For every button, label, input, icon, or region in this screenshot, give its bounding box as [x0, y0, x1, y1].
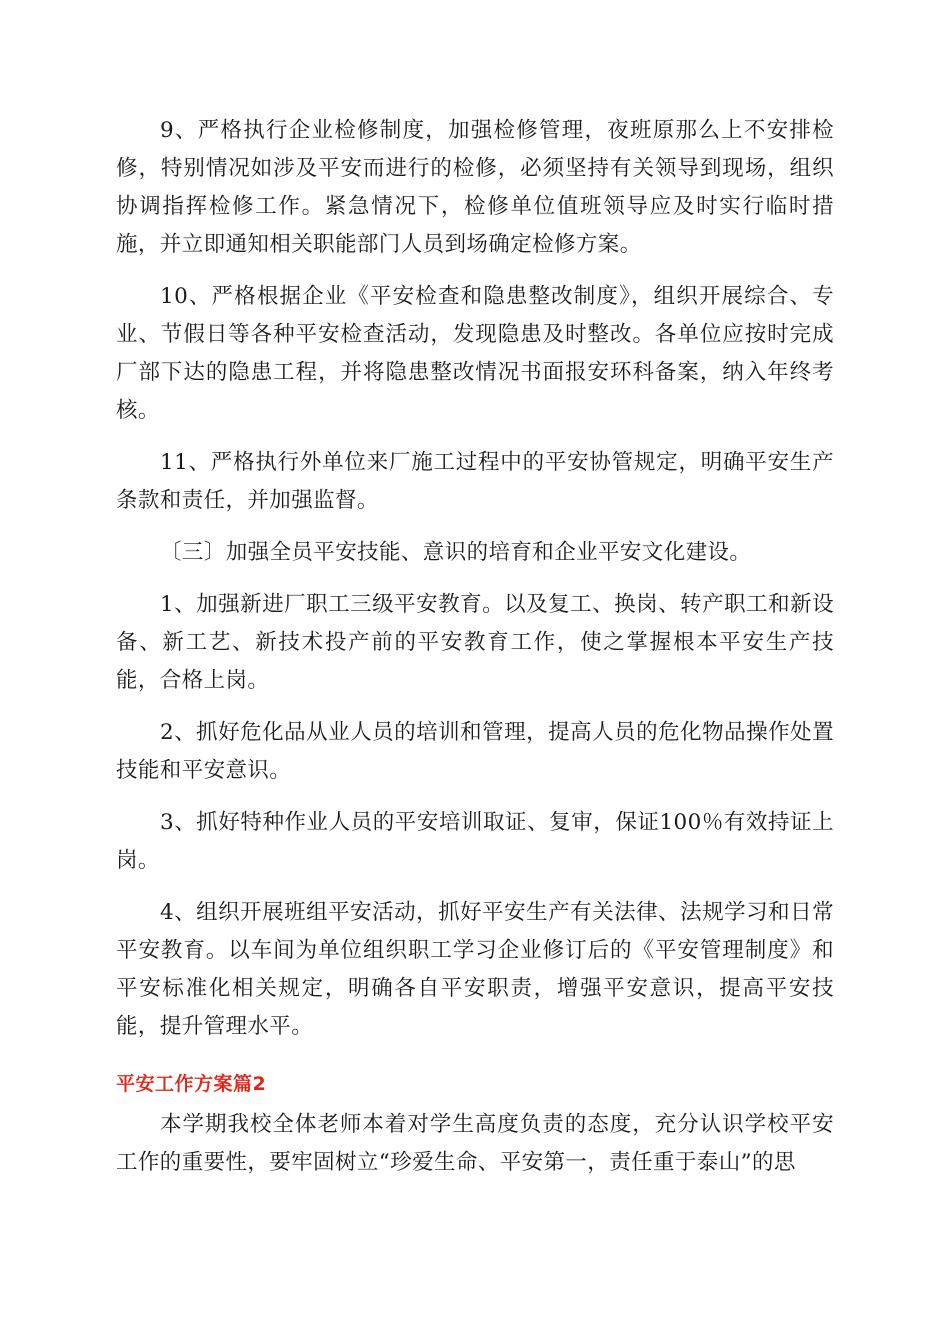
- paragraph-item-2: 2、抓好危化品从业人员的培训和管理，提高人员的危化物品操作处置技能和平安意识。: [116, 720, 834, 783]
- document-page: [116, 112, 834, 1196]
- paragraph-intro: 本学期我校全体老师本着对学生高度负责的态度，充分认识学校平安工作的重要性，要牢固树立“珍爱生命、平安第一，责任重于泰山”的思: [116, 1112, 834, 1175]
- paragraph-item-10: 10、严格根据企业《平安检查和隐患整改制度》，组织开展综合、专业、节假日等各种平安检查活动，发现隐患及时整改。各单位应按时完成厂部下达的隐患工程，并将隐患整改情况书面报安环科备案，纳入年终考核。: [116, 284, 834, 423]
- section-heading: 平安工作方案篇2: [116, 1073, 267, 1095]
- paragraph-item-11: 11、严格执行外单位来厂施工过程中的平安协管规定，明确平安生产条款和责任，并加强监督。: [116, 450, 834, 513]
- paragraph-item-9: 9、严格执行企业检修制度，加强检修管理，夜班原那么上不安排检修，特别情况如涉及平安而进行的检修，必须坚持有关领导到现场，组织协调指挥检修工作。紧急情况下，检修单位值班领导应及时实行临时措施，并立即通知相关职能部门人员到场确定检修方案。: [116, 118, 834, 257]
- paragraph-item-1: 1、加强新进厂职工三级平安教育。以及复工、换岗、转产职工和新设备、新工艺、新技术投产前的平安教育工作，使之掌握根本平安生产技能，合格上岗。: [116, 592, 834, 693]
- paragraph-subsection-3: 〔三〕加强全员平安技能、意识的培育和企业平安文化建设。: [160, 540, 752, 565]
- paragraph-item-3: 3、抓好特种作业人员的平安培训取证、复审，保证100％有效持证上岗。: [116, 810, 834, 873]
- paragraph-item-4: 4、组织开展班组平安活动，抓好平安生产有关法律、法规学习和日常平安教育。以车间为单位组织职工学习企业修订后的《平安管理制度》和平安标准化相关规定，明确各自平安职责，增强平安意识，提高平安技能，提升管理水平。: [116, 900, 834, 1039]
